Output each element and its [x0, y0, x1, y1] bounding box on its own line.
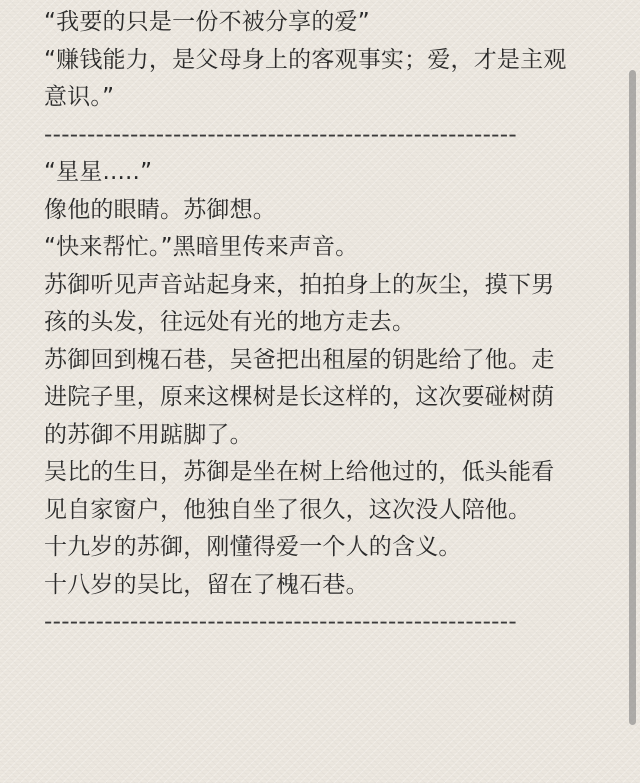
text-line: “星星.....” — [44, 159, 153, 185]
dashed-divider: ------------------------------------------------------- — [44, 609, 517, 635]
text-line: 见自家窗户，他独自坐了很久，这次没人陪他。 — [44, 496, 532, 523]
text-line: 十八岁的吴比，留在了槐石巷。 — [44, 571, 369, 598]
text-line: 像他的眼睛。苏御想。 — [44, 196, 276, 223]
text-line: 的苏御不用踮脚了。 — [44, 421, 253, 448]
text-line: 孩的头发，往远处有光的地方走去。 — [44, 309, 416, 335]
text-line: 苏御回到槐石巷，吴爸把出租屋的钥匙给了他。走 — [44, 346, 555, 373]
text-line: 十九岁的苏御，刚懂得爱一个人的含义。 — [44, 534, 462, 560]
text-line: 进院子里，原来这棵树是长这样的，这次要碰树荫 — [44, 384, 555, 410]
text-line: “我要的只是一份不被分享的爱” — [44, 9, 370, 35]
text-line: 苏御听见声音站起身来，拍拍身上的灰尘，摸下男 — [44, 271, 555, 298]
dashed-divider: ------------------------------------------------------- — [44, 121, 517, 148]
text-line: “赚钱能力，是父母身上的客观事实；爱，才是主观 — [44, 46, 567, 73]
article-text — [44, 4, 604, 642]
text-line: “快来帮忙。”黑暗里传来声音。 — [44, 234, 359, 260]
text-line: 意识。” — [44, 84, 115, 110]
scrollbar[interactable] — [629, 70, 636, 725]
text-line: 吴比的生日，苏御是坐在树上给他过的，低头能看 — [44, 459, 555, 485]
